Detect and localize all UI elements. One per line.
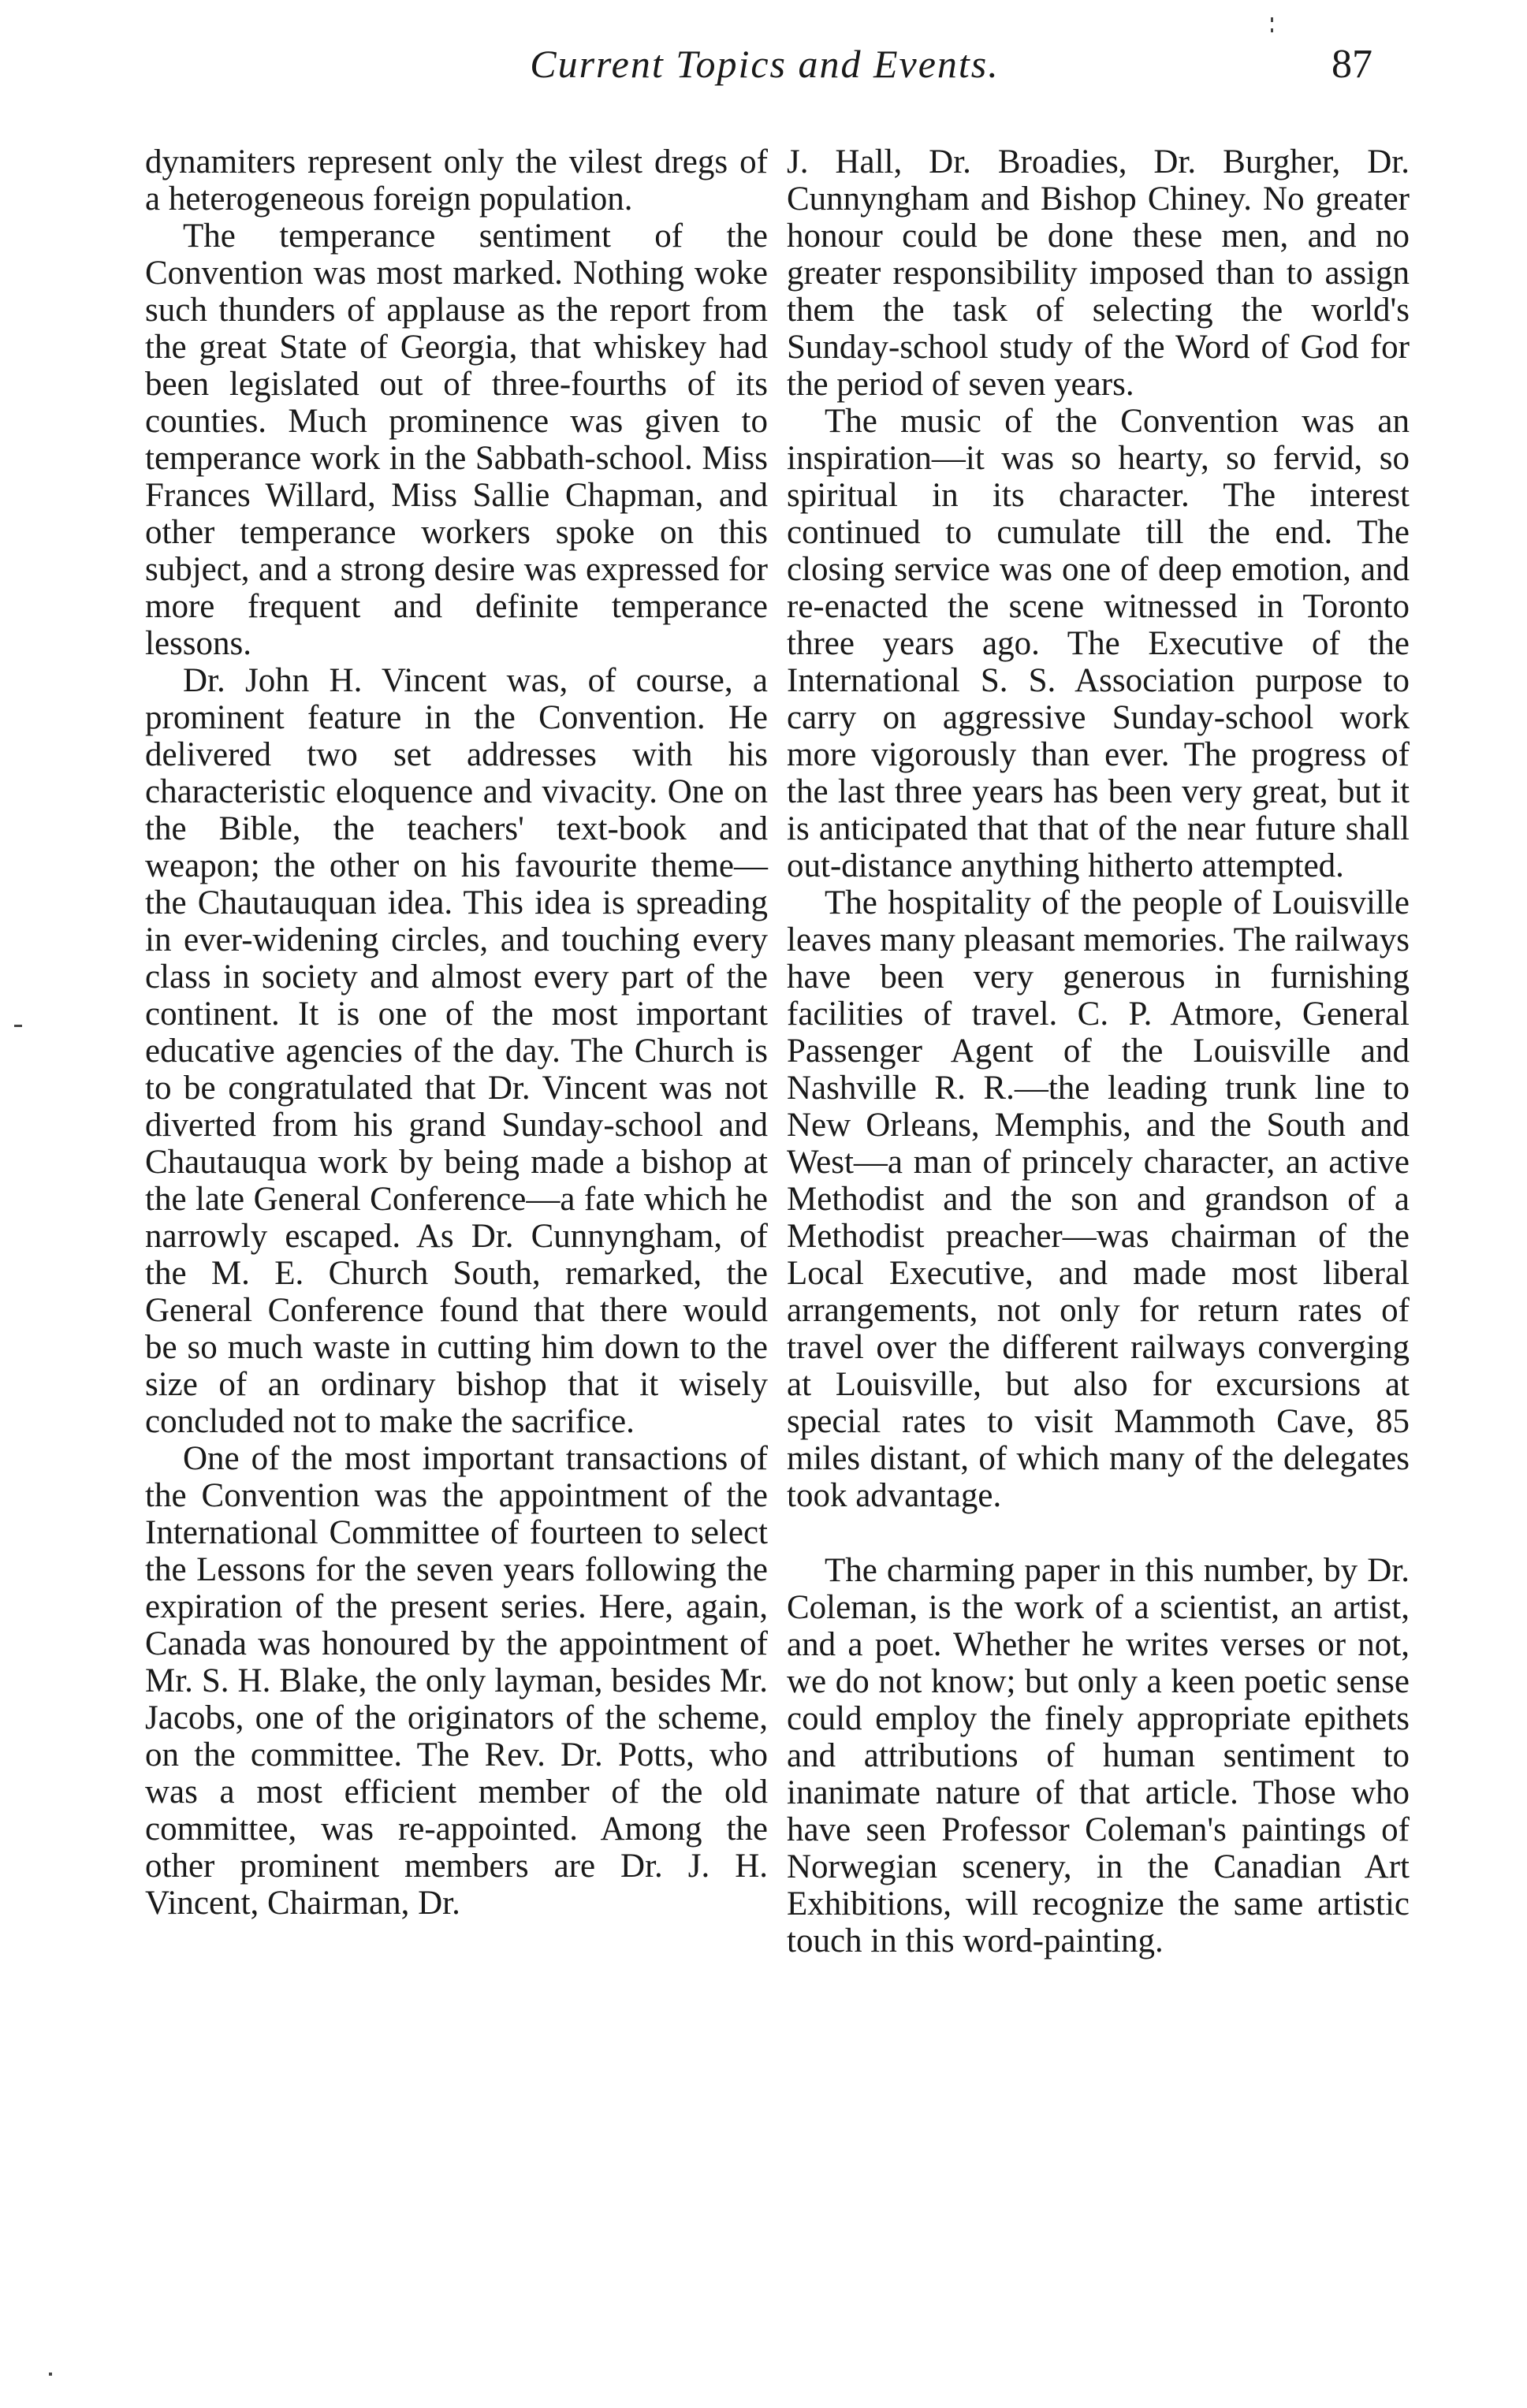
right-column [787,143,1410,1960]
left-paragraph-4: One of the most important transactions of the Convention was the appointment of the International Committee of fourteen to select the Lessons for the seven years following the expiration of the present series. Here, again, Canada was honoured by the appointment of Mr. S. H. Blake, the only layman, besides Mr. Jacobs, one of the originators of the scheme, on the committee. The Rev. Dr. Potts, who was a most efficient member of the old committee, was re-appointed. Among the other prominent members are Dr. J. H. Vincent, Chairman, Dr. [145,1440,768,1922]
right-paragraph-3: The hospitality of the people of Louisville leaves many pleasant memories. The railways have been very generous in furnishing facilities of travel. C. P. Atmore, General Passenger Agent of the Louisville and Nashville R. R.—the leading trunk line to New Orleans, Memphis, and the South and West—a man of princely character, an active Methodist and the son and grandson of a Methodist preacher—was chairman of the Local Executive, and made most liberal arrangements, not only for return rates of travel over the different railways converging at Louisville, but also for excursions at special rates to visit Mammoth Cave, 85 miles distant, of which many of the delegates took advantage. [787,884,1410,1514]
page-number: 87 [1331,42,1372,87]
ink-speck [49,2373,52,2376]
right-paragraph-1: J. Hall, Dr. Broadies, Dr. Burgher, Dr. Cunnyngham and Bishop Chiney. No greater honour could be done these men, and no greater responsibility imposed than to assign them the task of selecting the world's Sunday-school study of the Word of God for the period of seven years. [787,143,1410,403]
right-paragraph-4: The charming paper in this number, by Dr. Coleman, is the work of a scientist, an artist, and a poet. Whether he writes verses or not, we do not know; but only a keen poetic sense could employ the finely appropriate epithets and attributions of human sentiment to inanimate nature of that article. Those who have seen Professor Coleman's paintings of Norwegian scenery, in the Canadian Art Exhibitions, will recognize the same artistic touch in this word-painting. [787,1552,1410,1960]
running-title: Current Topics and Events. [530,42,1000,86]
ink-speck [1271,17,1273,22]
ink-speck [1271,28,1273,32]
left-paragraph-3: Dr. John H. Vincent was, of course, a prominent feature in the Convention. He delivered two set addresses with his characteristic eloquence and vivacity. One on the Bible, the teachers' text-book and weapon; the other on his favourite theme—the Chautauquan idea. This idea is spreading in ever-widening circles, and touching every class in society and almost every part of the continent. It is one of the most important educative agencies of the day. The Church is to be congratulated that Dr. Vincent was not diverted from his grand Sunday-school and Chautauqua work by being made a bishop at the late General Conference—a fate which he narrowly escaped. As Dr. Cunnyngham, of the M. E. Church South, remarked, the General Conference found that there would be so much waste in cutting him down to the size of an ordinary bishop that it wisely concluded not to make the sacrifice. [145,662,768,1440]
left-paragraph-1: dynamiters represent only the vilest dregs of a heterogeneous foreign population. [145,143,768,218]
left-paragraph-2: The temperance sentiment of the Convention was most marked. Nothing woke such thunders of applause as the report from the great State of Georgia, that whiskey had been legislated out of three-fourths of its counties. Much prominence was given to temperance work in the Sabbath-school. Miss Frances Willard, Miss Sallie Chapman, and other temperance workers spoke on this subject, and a strong desire was expressed for more frequent and definite temperance lessons. [145,218,768,662]
right-paragraph-2: The music of the Convention was an inspiration—it was so hearty, so fervid, so spiritual in its character. The interest continued to cumulate till the end. The closing service was one of deep emotion, and re-enacted the scene witnessed in Toronto three years ago. The Executive of the International S. S. Association purpose to carry on aggressive Sunday-school work more vigorously than ever. The progress of the last three years has been very great, but it is anticipated that that of the near future shall out-distance anything hitherto attempted. [787,403,1410,884]
ink-speck [14,1025,22,1027]
section-gap [787,1514,1410,1552]
left-column [145,143,768,1922]
